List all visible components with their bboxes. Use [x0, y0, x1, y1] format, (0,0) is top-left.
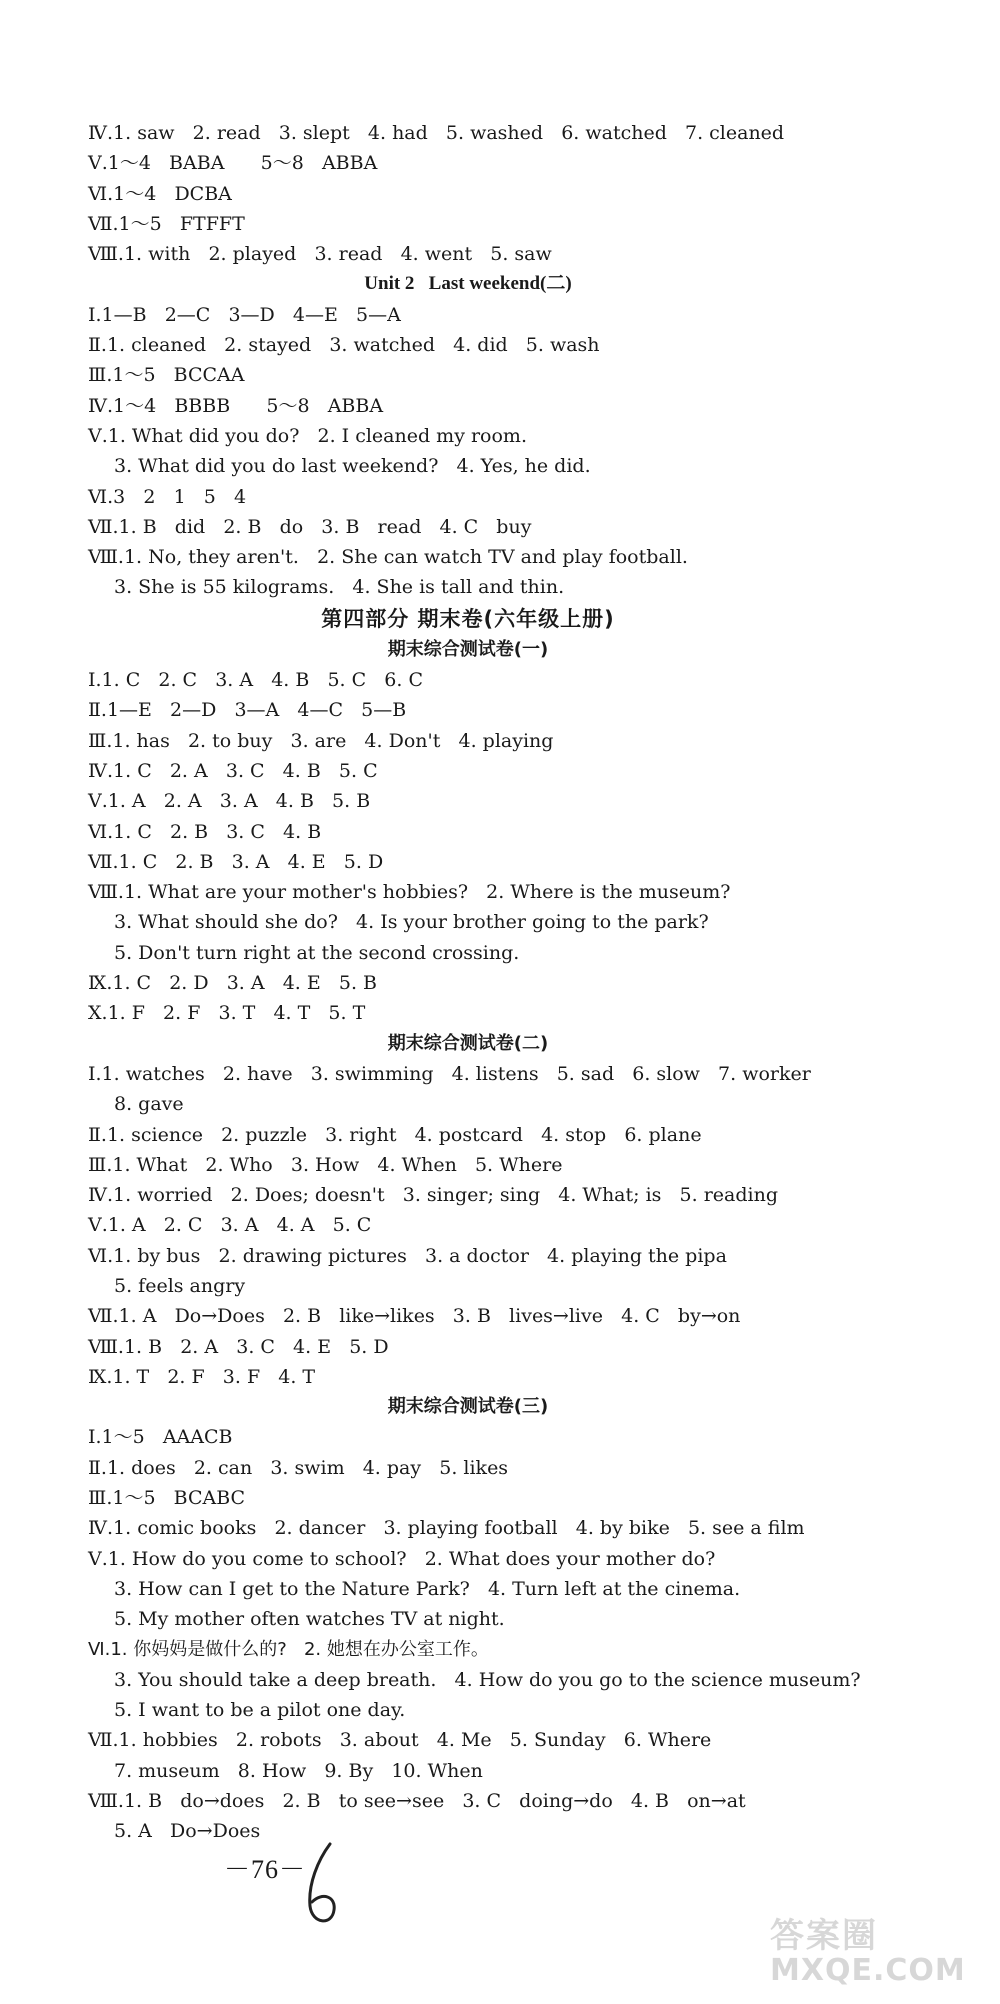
answer-line: Ⅱ.1—E 2—D 3—A 4—C 5—B — [88, 699, 407, 722]
test-heading: 期末综合测试卷(一) — [387, 638, 549, 660]
answer-line: 8. gave — [114, 1093, 184, 1116]
answer-line: Ⅵ.1. 你妈妈是做什么的? 2. 她想在办公室工作。 — [88, 1638, 489, 1660]
answer-line: Ⅸ.1. C 2. D 3. A 4. E 5. B — [88, 972, 378, 995]
answer-line: Ⅷ.1. with 2. played 3. read 4. went 5. saw — [88, 243, 552, 266]
answer-line: Ⅶ.1. hobbies 2. robots 3. about 4. Me 5. Sunday 6. Where — [88, 1729, 712, 1752]
answer-line: 5. I want to be a pilot one day. — [114, 1699, 406, 1722]
test-heading: 期末综合测试卷(二) — [387, 1032, 549, 1054]
answer-line: 3. You should take a deep breath. 4. How do you go to the science museum? — [114, 1668, 861, 1691]
answer-line: Ⅵ.1～4 DCBA — [88, 182, 232, 205]
watermark — [770, 1908, 990, 1998]
answer-line: 3. What should she do? 4. Is your brother going to the park? — [114, 911, 709, 934]
watermark-url: MXQE.COM — [770, 1953, 966, 1988]
answer-line: 5. A Do→Does — [114, 1820, 261, 1843]
answer-line: Ⅴ.1～4 BABA 5～8 ABBA — [88, 152, 378, 175]
answer-line: Ⅳ.1. worried 2. Does; doesn't 3. singer; sing 4. What; is 5. reading — [88, 1184, 778, 1207]
answer-line: Ⅱ.1. science 2. puzzle 3. right 4. postcard 4. stop 6. plane — [88, 1123, 702, 1146]
answer-line: Ⅶ.1. C 2. B 3. A 4. E 5. D — [88, 850, 384, 873]
answer-line: Ⅱ.1. cleaned 2. stayed 3. watched 4. did 5. wash — [88, 334, 600, 357]
answer-line: Ⅵ.1. by bus 2. drawing pictures 3. a doctor 4. playing the pipa — [88, 1244, 727, 1267]
answer-line: 3. She is 55 kilograms. 4. She is tall and thin. — [114, 576, 565, 599]
answer-line: Ⅳ.1. saw 2. read 3. slept 4. had 5. washed 6. watched 7. cleaned — [88, 122, 785, 144]
answer-line: Ⅳ.1. C 2. A 3. C 4. B 5. C — [88, 759, 378, 782]
answer-line: Ⅶ.1. A Do→Does 2. B like→likes 3. B lives→live 4. C by→on — [88, 1305, 741, 1328]
answer-line: Ⅰ.1～5 AAACB — [88, 1426, 233, 1449]
answer-line: Ⅲ.1～5 BCABC — [88, 1487, 246, 1510]
answer-line: Ⅰ.1. C 2. C 3. A 4. B 5. C 6. C — [88, 669, 423, 692]
answer-line: Ⅲ.1～5 BCCAA — [88, 364, 245, 387]
answer-line: Ⅲ.1. has 2. to buy 3. are 4. Don't 4. playing — [88, 729, 554, 752]
answer-line: Ⅴ.1. What did you do? 2. I cleaned my room. — [88, 424, 527, 447]
part-title: 第四部分 期末卷(六年级上册) — [321, 606, 615, 631]
answer-line: Ⅸ.1. T 2. F 3. F 4. T — [88, 1365, 316, 1388]
answer-line: 5. feels angry — [114, 1274, 246, 1297]
answer-line: Ⅴ.1. A 2. A 3. A 4. B 5. B — [88, 790, 371, 813]
answer-line: 5. My mother often watches TV at night. — [114, 1608, 505, 1631]
answer-line: Ⅴ.1. A 2. C 3. A 4. A 5. C — [88, 1214, 372, 1237]
answer-line: Ⅶ.1～5 FTFFT — [88, 212, 245, 235]
handwritten-mark-icon — [300, 1840, 344, 1930]
answer-line: Ⅷ.1. B do→does 2. B to see→see 3. C doing→do 4. B on→at — [88, 1790, 746, 1813]
answer-line: 3. What did you do last weekend? 4. Yes, he did. — [114, 455, 591, 478]
answer-line: Ⅵ.3 2 1 5 4 — [88, 485, 247, 508]
answer-line: Ⅰ.1—B 2—C 3—D 4—E 5—A — [88, 303, 401, 326]
answer-line: 5. Don't turn right at the second crossing. — [114, 941, 520, 964]
answer-column — [88, 118, 861, 1847]
answer-line: Ⅷ.1. What are your mother's hobbies? 2. Where is the museum? — [88, 881, 731, 904]
answer-line: Ⅲ.1. What 2. Who 3. How 4. When 5. Where — [88, 1153, 563, 1176]
answer-line: Ⅹ.1. F 2. F 3. T 4. T 5. T — [88, 1002, 366, 1025]
unit-heading: Unit 2 Last weekend(二) — [364, 273, 572, 295]
answer-line: Ⅷ.1. B 2. A 3. C 4. E 5. D — [88, 1335, 389, 1358]
answer-line: Ⅷ.1. No, they aren't. 2. She can watch TV and play football. — [88, 546, 688, 569]
answer-line: Ⅳ.1～4 BBBB 5～8 ABBA — [88, 394, 384, 417]
answer-line: Ⅴ.1. How do you come to school? 2. What does your mother do? — [88, 1547, 716, 1570]
answer-line: Ⅵ.1. C 2. B 3. C 4. B — [88, 820, 322, 843]
answer-line: Ⅳ.1. comic books 2. dancer 3. playing football 4. by bike 5. see a film — [88, 1517, 805, 1540]
answer-line: Ⅰ.1. watches 2. have 3. swimming 4. listens 5. sad 6. slow 7. worker — [88, 1062, 811, 1085]
answer-line: Ⅱ.1. does 2. can 3. swim 4. pay 5. likes — [88, 1456, 509, 1479]
page-number: －76－ — [224, 1855, 307, 1884]
answer-line: 7. museum 8. How 9. By 10. When — [114, 1759, 483, 1782]
test-heading: 期末综合测试卷(三) — [387, 1396, 549, 1418]
watermark-logo: 答案圈 — [770, 1916, 878, 1956]
answer-line: Ⅶ.1. B did 2. B do 3. B read 4. C buy — [88, 515, 532, 538]
answer-line: 3. How can I get to the Nature Park? 4. Turn left at the cinema. — [114, 1577, 741, 1600]
